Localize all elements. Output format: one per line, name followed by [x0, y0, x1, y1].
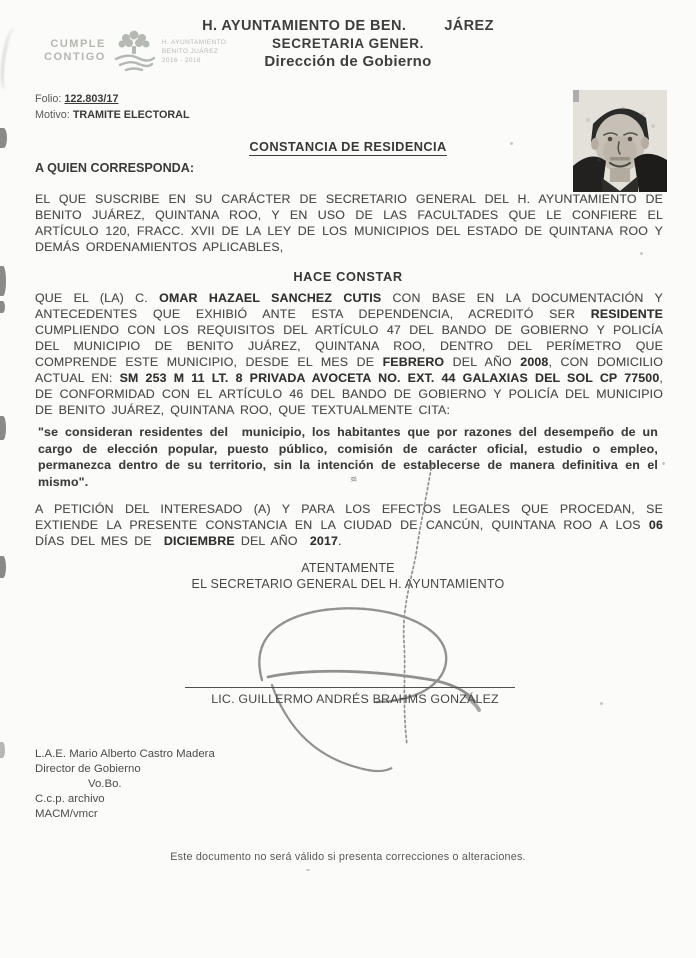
closing-atentamente: ATENTAMENTE [301, 561, 395, 575]
paragraph-authority: EL QUE SUSCRIBE EN SU CARÁCTER DE SECRETARIO GENERAL DEL H. AYUNTAMIENTO DE BENITO JUÁREZ, QUINTANA ROO, Y EN USO DE LAS FACULTADES QUE LE CONFIERE EL ARTÍCULO 120, FRACC. XVII DE LA LEY DE LOS MUNICIPIOS DEL ESTADO DE QUINTANA ROO Y DEMÁS ORDENAMIENTOS APLICABLES, [35, 192, 663, 254]
motivo-label: Motivo: [35, 108, 70, 121]
document-title-row [0, 138, 696, 156]
paragraph-resident: QUE EL (LA) C. OMAR HAZAEL SANCHEZ CUTIS CON BASE EN LA DOCUMENTACIÓN Y ANTECEDENTES QUE EXHIBIÓ ANTE ESTA DEPENDENCIA, ACREDITÓ SER RESIDENTE CUMPLIENDO CON LOS REQUISITOS DEL ARTÍCULO 47 DEL BANDO DE GOBIERNO Y POLICÍA DEL MUNICIPIO DE BENITO JUÁREZ, QUINTANA ROO, DENTRO DEL PERÍMETRO QUE COMPRENDE ESTE MUNICIPIO, DESDE EL MES DE FEBRERO DEL AÑO 2008, CON DOMICILIO ACTUAL EN: SM 253 M 11 LT. 8 PRIVADA AVOCETA NO. EXT. 44 GALAXIAS DEL SOL CP 77500, DE CONFORMIDAD CON EL ARTÍCULO 46 DEL BANDO DE GOBIERNO Y POLICÍA DEL MUNICIPIO DE BENITO JUÁREZ, QUINTANA ROO, QUE TEXTUALMENTE CITA: [35, 291, 664, 417]
scan-speck [662, 462, 665, 465]
scan-edge-mark [0, 416, 6, 440]
scan-edge-mark [0, 128, 7, 148]
motivo-row [35, 108, 190, 124]
scan-edge-mark [0, 556, 6, 578]
motivo-value: TRAMITE ELECTORAL [72, 108, 190, 121]
legal-quote: "se consideran residentes del municipio, los habitantes que por razones del desempeño de un cargo de elección popular, puesto público, comisión de carácter oficial, estudio o empleo, permanezca dentro de su territorio, sin la intención de establecerse de manera definitiva en el mismo". [38, 425, 658, 489]
scan-speck [82, 522, 85, 525]
letterhead-line1 [0, 18, 696, 34]
scan-speck [510, 142, 513, 145]
scan-edge-mark [0, 266, 6, 296]
scan-ink-fleck: ≋ [348, 473, 359, 485]
footer-approver-title: Director de Gobierno [35, 763, 141, 775]
validity-note: Este documento no será válido si presenta correcciones o alteraciones. [170, 851, 526, 863]
stamp-slogan-line1: CUMPLE [50, 38, 106, 50]
folio-row [35, 92, 190, 108]
footer-ccp: C.c.p. archivo [35, 793, 105, 805]
hace-constar-heading: HACE CONSTAR [293, 269, 403, 284]
letterhead-line1-left: H. AYUNTAMIENTO DE BEN. [202, 18, 407, 34]
stamp-caption-line3: 2016 - 2018 [161, 56, 201, 64]
footer-block [35, 747, 215, 822]
stamp-slogan-line2: CONTIGO [44, 51, 106, 63]
scan-edge-mark [0, 742, 5, 758]
footer-approver-name: L.A.E. Mario Alberto Castro Madera [35, 748, 215, 760]
closing-block [0, 561, 696, 592]
stamp-caption-line1: H. AYUNTAMIENTO [161, 38, 227, 46]
scan-speck [306, 869, 310, 871]
document-meta [35, 92, 190, 123]
paragraph-petition: A PETICIÓN DEL INTERESADO (A) Y PARA LOS EFECTOS LEGALES QUE PROCEDAN, SE EXTIENDE LA PRESENTE CONSTANCIA EN LA CIUDAD DE CANCÚN, QUINTANA ROO A LOS 06 DÍAS DEL MES DE DICIEMBRE DEL AÑO 2017. [35, 502, 663, 548]
document-title: CONSTANCIA DE RESIDENCIA [249, 139, 447, 154]
letterhead-line3: Dirección de Gobierno [264, 53, 432, 70]
signature-line [185, 687, 515, 688]
scan-speck [640, 252, 643, 255]
folio-value: 122.803/17 [64, 93, 119, 105]
scan-speck [600, 702, 603, 705]
closing-office: EL SECRETARIO GENERAL DEL H. AYUNTAMIENTO [191, 576, 505, 591]
signatory-name: LIC. GUILLERMO ANDRÉS BRAHMS GONZÁLEZ [211, 692, 499, 706]
footer-vobo: Vo.Bo. [88, 778, 122, 790]
letterhead [0, 18, 696, 70]
letterhead-line1-right: JÁREZ [444, 18, 494, 34]
letterhead-line2: SECRETARIA GENER. [272, 36, 424, 51]
folio-label: Folio: [35, 93, 62, 105]
salutation: A QUIEN CORRESPONDA: [35, 161, 195, 175]
scan-edge-mark [0, 301, 5, 313]
footer-initials: MACM/vmcr [35, 808, 98, 820]
stamp-caption-line2: BENITO JUÁREZ [161, 47, 219, 55]
